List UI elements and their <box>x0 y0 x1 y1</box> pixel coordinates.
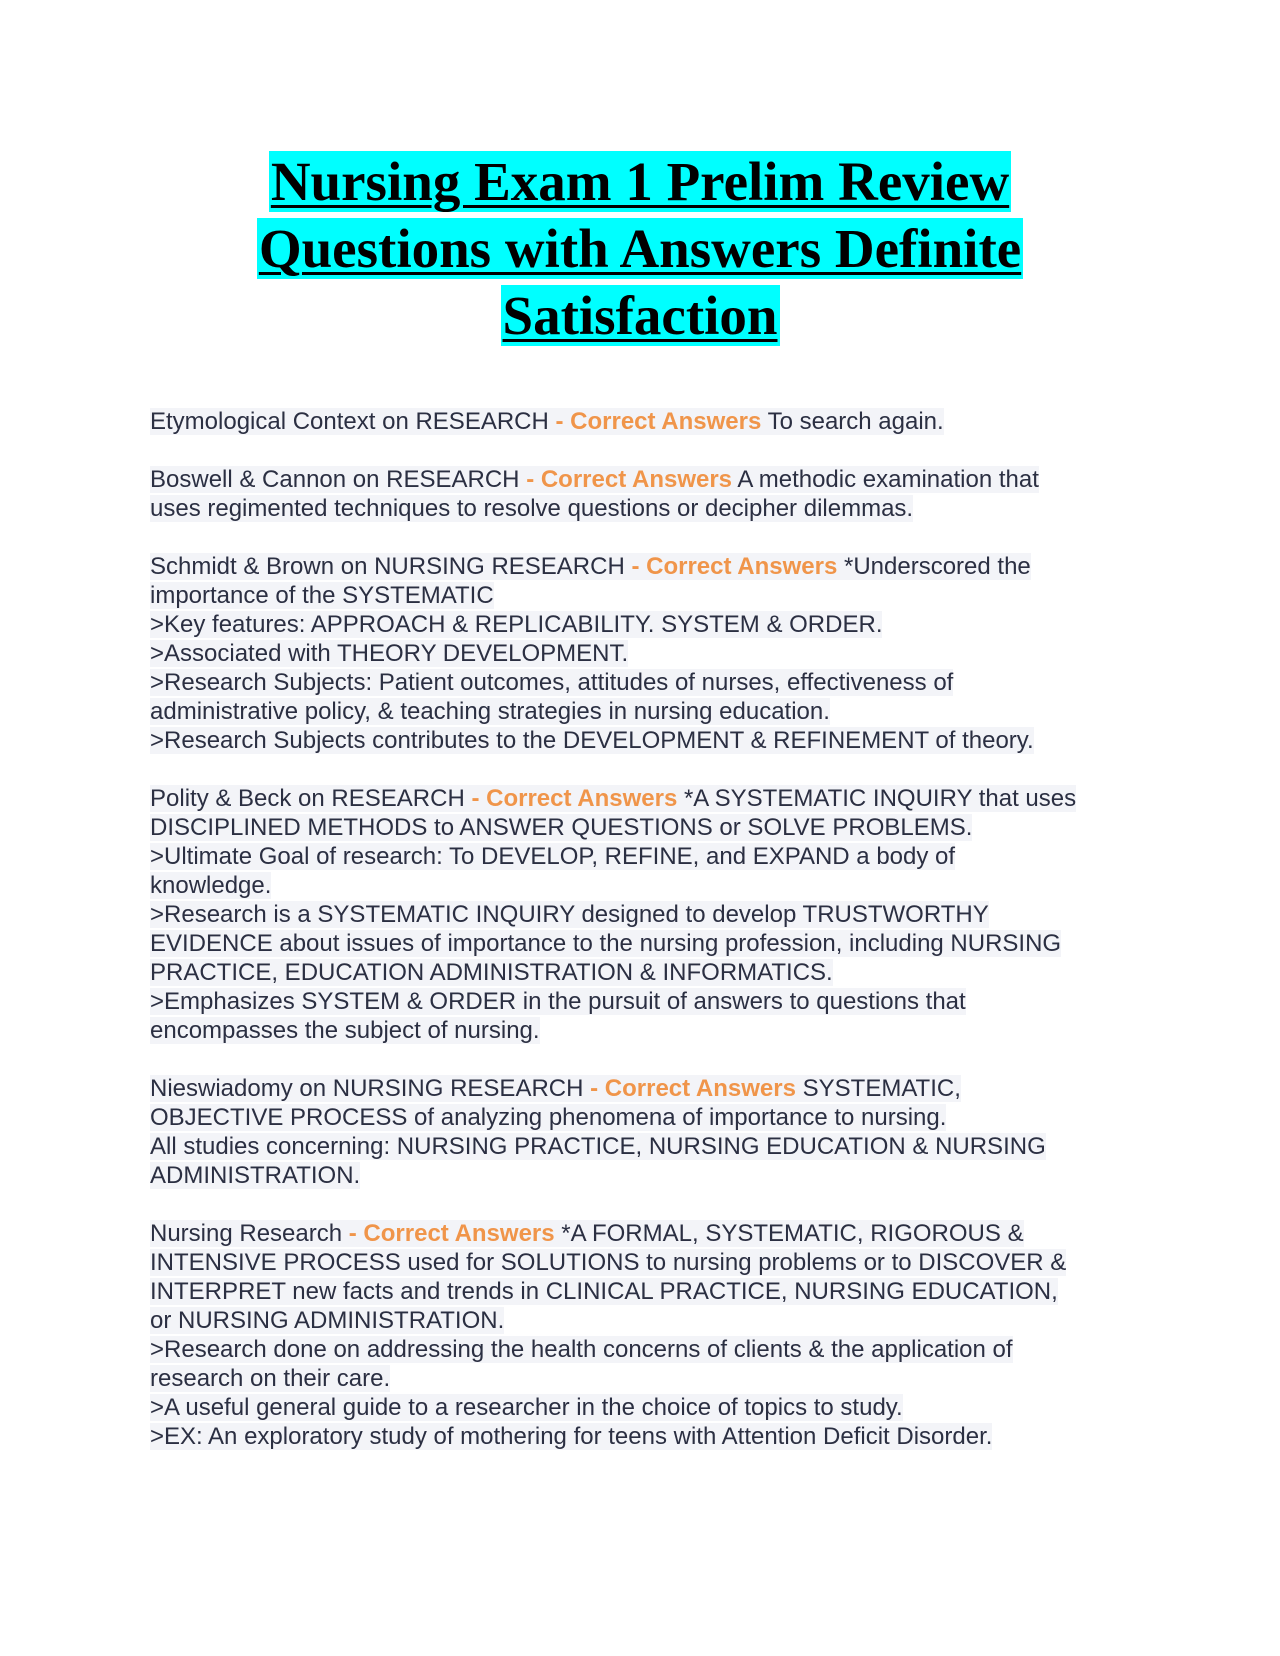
qa-answer-start: SYSTEMATIC, <box>802 1075 961 1102</box>
qa-answer-start: A methodic examination that <box>737 466 1039 493</box>
qa-entry <box>150 1074 1130 1190</box>
qa-answer-line <box>150 842 1130 871</box>
qa-answer-line <box>150 958 1130 987</box>
qa-answer-start: *A SYSTEMATIC INQUIRY that uses <box>683 785 1077 812</box>
qa-answer-line <box>150 610 1130 639</box>
qa-answer-text: EVIDENCE about issues of importance to the nursing profession, including NURSING <box>150 930 1062 957</box>
qa-answer-line <box>150 871 1130 900</box>
qa-answer-text: >Research done on addressing the health concerns of clients & the application of <box>150 1336 1013 1363</box>
qa-answer-text: >Ultimate Goal of research: To DEVELOP, REFINE, and EXPAND a body of <box>150 843 956 870</box>
qa-entry <box>150 784 1130 1045</box>
correct-answers-marker: - Correct Answers <box>526 466 733 493</box>
qa-entry-first-line <box>150 1074 1130 1103</box>
qa-answer-text: >EX: An exploratory study of mothering for teens with Attention Deficit Disorder. <box>150 1423 993 1450</box>
qa-entry-first-line <box>150 784 1130 813</box>
correct-answers-marker: - Correct Answers <box>555 408 762 435</box>
qa-entry <box>150 465 1130 523</box>
qa-answer-text: or NURSING ADMINISTRATION. <box>150 1307 505 1334</box>
qa-answer-line <box>150 987 1130 1016</box>
qa-answer-text: >Research Subjects contributes to the DEVELOPMENT & REFINEMENT of theory. <box>150 727 1034 754</box>
qa-answer-start: To search again. <box>767 408 944 435</box>
title-line-2: Questions with Answers Definite <box>258 218 1022 279</box>
title-line-3: Satisfaction <box>502 285 778 346</box>
qa-answer-start: *A FORMAL, SYSTEMATIC, RIGOROUS & <box>561 1220 1024 1247</box>
title-line-1: Nursing Exam 1 Prelim Review <box>270 151 1010 212</box>
qa-entry <box>150 1219 1130 1451</box>
qa-answer-text: >Key features: APPROACH & REPLICABILITY. SYSTEM & ORDER. <box>150 611 883 638</box>
qa-answer-line <box>150 900 1130 929</box>
qa-answer-text: INTERPRET new facts and trends in CLINICAL PRACTICE, NURSING EDUCATION, <box>150 1278 1058 1305</box>
qa-answer-line <box>150 1132 1130 1161</box>
qa-answer-text: encompasses the subject of nursing. <box>150 1017 540 1044</box>
qa-term: Schmidt & Brown on NURSING RESEARCH <box>150 553 625 580</box>
qa-answer-line <box>150 813 1130 842</box>
qa-line-highlight <box>150 1075 961 1102</box>
qa-answer-line <box>150 639 1130 668</box>
qa-answer-line <box>150 1248 1130 1277</box>
qa-line-highlight <box>150 1220 1024 1247</box>
qa-answer-line <box>150 668 1130 697</box>
correct-answers-marker: - Correct Answers <box>471 785 678 812</box>
qa-answer-line <box>150 1364 1130 1393</box>
qa-entry-first-line <box>150 407 1130 436</box>
qa-answer-text: >Emphasizes SYSTEM & ORDER in the pursuit of answers to questions that <box>150 988 966 1015</box>
correct-answers-marker: - Correct Answers <box>348 1220 555 1247</box>
qa-answer-line <box>150 697 1130 726</box>
qa-entry <box>150 407 1130 436</box>
qa-answer-text: INTENSIVE PROCESS used for SOLUTIONS to nursing problems or to DISCOVER & <box>150 1249 1067 1276</box>
qa-answer-text: All studies concerning: NURSING PRACTICE, NURSING EDUCATION & NURSING <box>150 1133 1046 1160</box>
document-title <box>150 148 1130 349</box>
qa-answer-text: >A useful general guide to a researcher in the choice of topics to study. <box>150 1394 903 1421</box>
qa-entry-first-line <box>150 465 1130 494</box>
correct-answers-marker: - Correct Answers <box>590 1075 796 1102</box>
qa-entry-first-line <box>150 552 1130 581</box>
qa-line-highlight <box>150 466 1039 493</box>
qa-term: Boswell & Cannon on RESEARCH <box>150 466 520 493</box>
qa-term: Nursing Research <box>150 1220 343 1247</box>
qa-answer-start: *Underscored the <box>843 553 1031 580</box>
qa-answer-line <box>150 1103 1130 1132</box>
qa-term: Etymological Context on RESEARCH <box>150 408 549 435</box>
qa-answer-text: >Research is a SYSTEMATIC INQUIRY designed to develop TRUSTWORTHY <box>150 901 989 928</box>
qa-answer-text: research on their care. <box>150 1365 391 1392</box>
qa-answer-text: >Research Subjects: Patient outcomes, attitudes of nurses, effectiveness of <box>150 669 954 696</box>
qa-answer-line <box>150 1335 1130 1364</box>
qa-answer-text: OBJECTIVE PROCESS of analyzing phenomena of importance to nursing. <box>150 1104 947 1131</box>
qa-answer-line <box>150 1277 1130 1306</box>
qa-answer-text: importance of the SYSTEMATIC <box>150 582 494 609</box>
qa-answer-line <box>150 1306 1130 1335</box>
qa-line-highlight <box>150 553 1031 580</box>
qa-answer-text: >Associated with THEORY DEVELOPMENT. <box>150 640 629 667</box>
qa-answer-text: DISCIPLINED METHODS to ANSWER QUESTIONS or SOLVE PROBLEMS. <box>150 814 973 841</box>
qa-answer-line <box>150 1393 1130 1422</box>
qa-answer-line <box>150 726 1130 755</box>
qa-answer-text: ADMINISTRATION. <box>150 1162 361 1189</box>
qa-entry <box>150 552 1130 755</box>
qa-line-highlight <box>150 408 944 435</box>
qa-term: Nieswiadomy on NURSING RESEARCH <box>150 1075 584 1102</box>
qa-answer-line <box>150 581 1130 610</box>
qa-answer-text: PRACTICE, EDUCATION ADMINISTRATION & INFORMATICS. <box>150 959 833 986</box>
qa-answer-line <box>150 1161 1130 1190</box>
qa-answer-line <box>150 1422 1130 1451</box>
qa-answer-text: administrative policy, & teaching strategies in nursing education. <box>150 698 830 725</box>
qa-answer-line <box>150 1016 1130 1045</box>
qa-list <box>150 407 1130 1480</box>
qa-line-highlight <box>150 785 1076 812</box>
qa-entry-first-line <box>150 1219 1130 1248</box>
qa-answer-line <box>150 494 1130 523</box>
qa-answer-text: knowledge. <box>150 872 272 899</box>
qa-term: Polity & Beck on RESEARCH <box>150 785 465 812</box>
qa-answer-text: uses regimented techniques to resolve questions or decipher dilemmas. <box>150 495 914 522</box>
qa-answer-line <box>150 929 1130 958</box>
correct-answers-marker: - Correct Answers <box>631 553 838 580</box>
